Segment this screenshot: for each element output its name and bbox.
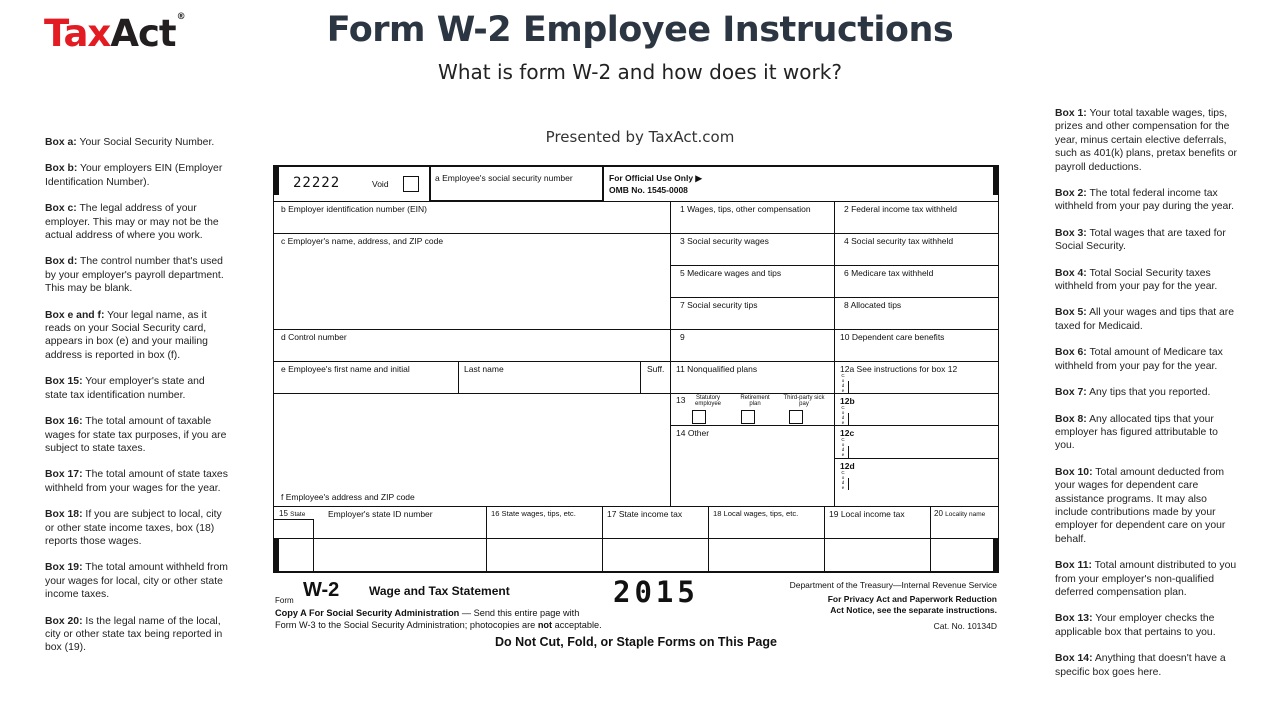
- copy-a-line-1: — Send this entire page with: [459, 608, 580, 618]
- box-note: [1055, 466, 1237, 546]
- w2-title: W-2: [303, 579, 340, 601]
- box-note-label: Box 3:: [1055, 227, 1087, 239]
- box-15-label: [279, 509, 305, 518]
- box-18-label: 18 Local wages, tips, etc.: [713, 509, 799, 518]
- page-title: Form W-2 Employee Instructions: [326, 10, 954, 50]
- box-note-text: Total amount distributed to you from your employer's non-qualified deferred compensation plan.: [1055, 560, 1237, 598]
- box-note: [45, 255, 230, 295]
- logo-text-tax: Tax: [44, 12, 111, 55]
- box-note-text: Your Social Security Number.: [76, 137, 215, 148]
- thirdparty-label: Third-party sick pay: [783, 395, 825, 407]
- box-2-label: 2 Federal income tax withheld: [844, 204, 957, 214]
- box-note-text: Is the legal name of the local, city or other state tax being reported in box (19).: [45, 615, 223, 654]
- taxact-logo: [44, 12, 185, 55]
- box-note-label: Box 16:: [45, 416, 83, 428]
- left-notes: [45, 136, 230, 668]
- box-note-label: Box 7:: [1055, 387, 1087, 399]
- statutory-checkbox[interactable]: [692, 410, 706, 424]
- box-note-label: Box 13:: [1055, 613, 1093, 625]
- last-name-label: Last name: [464, 364, 504, 374]
- box-17-label: 17 State income tax: [607, 509, 683, 519]
- box-14-label: 14 Other: [676, 428, 710, 438]
- copy-a-bold: Copy A For Social Security Administration: [275, 608, 460, 618]
- box-note-label: Box 18:: [45, 509, 83, 521]
- box-10-label: 10 Dependent care benefits: [840, 332, 945, 342]
- box-note-label: Box d:: [45, 256, 78, 268]
- box-note: [45, 162, 230, 189]
- box-note-text: Anything that doesn't have a specific box goes here.: [1055, 653, 1226, 678]
- privacy-notice: [828, 594, 997, 616]
- box-note: [1055, 227, 1237, 254]
- box-9-label: 9: [680, 332, 685, 342]
- suffix-label: Suff.: [647, 364, 665, 374]
- copy-a-not: not: [537, 619, 553, 630]
- box-12a-label: 12a See instructions for box 12: [840, 364, 958, 374]
- box-note-text: Total amount deducted from your wages for dependent care assistance programs. It may also include contributions made by your employer for dependent care on your behalf.: [1055, 466, 1226, 545]
- statutory-label: Statutory employee: [694, 395, 721, 407]
- box-15-id-label: Employer's state ID number: [328, 509, 433, 519]
- box-note-text: Your employer's state and state tax identification number.: [45, 376, 205, 401]
- form-word: Form: [275, 596, 294, 605]
- privacy-line-1: For Privacy Act and Paperwork Reduction: [827, 594, 997, 604]
- box-16-label: 16 State wages, tips, etc.: [491, 509, 576, 518]
- box-19-label: 19 Local income tax: [829, 509, 905, 519]
- logo-trademark: ®: [176, 12, 185, 22]
- box-note-text: The total federal income tax withheld from your pay during the year.: [1055, 188, 1235, 213]
- box-note-label: Box 14:: [1055, 653, 1093, 665]
- box-note-label: Box a:: [45, 137, 77, 148]
- box-note: [45, 468, 230, 495]
- box-note-label: Box 5:: [1055, 307, 1087, 319]
- box-f-label: f Employee's address and ZIP code: [281, 492, 415, 502]
- box-note-label: Box 6:: [1055, 347, 1087, 359]
- box-note: [45, 615, 230, 655]
- box-note: [1055, 306, 1237, 333]
- box-7-label: 7 Social security tips: [680, 300, 758, 310]
- box-12d-label: 12d: [840, 461, 855, 471]
- box-note: [1055, 187, 1237, 214]
- code-letters: C o d e: [841, 437, 845, 457]
- box-20-number: 20: [934, 509, 943, 518]
- logo-text-act: Act: [110, 12, 176, 55]
- box-note-label: Box 4:: [1055, 267, 1087, 279]
- box-note-label: Box 10:: [1055, 466, 1093, 478]
- box-note-label: Box 20:: [45, 615, 83, 627]
- box-note-text: Your employers EIN (Employer Identification Number).: [45, 163, 223, 188]
- box-note-label: Box 15:: [45, 376, 83, 388]
- box-note-text: All your wages and tips that are taxed for Medicaid.: [1055, 307, 1235, 332]
- box-c-label: c Employer's name, address, and ZIP code: [281, 236, 444, 246]
- void-checkbox[interactable]: [403, 176, 419, 192]
- form-footer: [273, 577, 999, 657]
- w2-form: [273, 165, 999, 575]
- box-15-number: 15: [279, 509, 288, 518]
- box-e-label: e Employee's first name and initial: [281, 364, 410, 374]
- box-note: [1055, 413, 1237, 453]
- wage-tax-statement: Wage and Tax Statement: [369, 584, 510, 598]
- retirement-checkbox[interactable]: [741, 410, 755, 424]
- box-8-label: 8 Allocated tips: [844, 300, 902, 310]
- copy-a-text: [275, 608, 695, 631]
- box-note: [1055, 267, 1237, 294]
- box-note-label: Box 1:: [1055, 108, 1087, 119]
- box-note: [1055, 652, 1237, 679]
- box-1-label: 1 Wages, tips, other compensation: [680, 204, 811, 214]
- box-note: [45, 561, 230, 601]
- catalog-number: Cat. No. 10134D: [933, 621, 997, 631]
- box-15-state-label: State: [290, 511, 306, 518]
- box-3-label: 3 Social security wages: [680, 236, 769, 246]
- box-12c-label: 12c: [840, 428, 855, 438]
- box-note: [1055, 612, 1237, 639]
- box-note-label: Box c:: [45, 203, 77, 215]
- box-note-text: Total Social Security taxes withheld from your pay for the year.: [1055, 267, 1218, 293]
- box-note: [45, 508, 230, 548]
- omb-number: OMB No. 1545-0008: [609, 185, 688, 195]
- box-20-label: [934, 509, 985, 518]
- privacy-line-2: Act Notice, see the separate instructions.: [830, 605, 997, 615]
- box-a-label: a Employee's social security number: [435, 173, 573, 183]
- box-13-label: 13: [676, 395, 686, 405]
- box-note-label: Box b:: [45, 163, 78, 175]
- box-note-text: The control number that's used by your employer's payroll department. This may be blank.: [45, 256, 224, 295]
- box-note-text: The total amount withheld from your wages for local, city or other state income taxes.: [45, 562, 228, 601]
- box-note-text: Your employer checks the applicable box that pertains to you.: [1055, 613, 1216, 638]
- box-note-text: The total amount of taxable wages for state tax purposes, if you are subject to state taxes.: [45, 416, 227, 454]
- box-11-label: 11 Nonqualified plans: [676, 364, 758, 374]
- box-d-label: d Control number: [281, 332, 347, 342]
- box-5-label: 5 Medicare wages and tips: [680, 268, 782, 278]
- box-note-text: Total amount of Medicare tax withheld from your pay for the year.: [1055, 347, 1223, 372]
- box-6-label: 6 Medicare tax withheld: [844, 268, 934, 278]
- box-note-label: Box 8:: [1055, 413, 1087, 425]
- box-note-label: Box 11:: [1055, 560, 1092, 572]
- thirdparty-checkbox[interactable]: [789, 410, 803, 424]
- box-4-label: 4 Social security tax withheld: [844, 236, 954, 246]
- code-letters: C o d e: [841, 405, 845, 425]
- box-note: [1055, 346, 1237, 373]
- box-note: [45, 375, 230, 402]
- form-code: 22222: [293, 175, 341, 191]
- box-b-label: b Employer identification number (EIN): [281, 204, 427, 214]
- box-note: [45, 415, 230, 455]
- box-note: [1055, 107, 1237, 174]
- tax-year: 2015: [613, 575, 699, 609]
- box-note-text: Any allocated tips that your employer has figured attributable to you.: [1055, 413, 1218, 452]
- box-note-text: The legal address of your employer. This may or may not be the actual address of where you work.: [45, 203, 219, 242]
- box-note-label: Box 19:: [45, 562, 83, 574]
- retirement-label: Retirement plan: [740, 395, 770, 407]
- box-note-label: Box e and f:: [45, 309, 105, 321]
- box-note: [1055, 559, 1237, 599]
- box-note-text: Total wages that are taxed for Social Security.: [1055, 227, 1226, 253]
- box-note-label: Box 17:: [45, 469, 83, 481]
- copy-a-line-3: acceptable.: [552, 619, 602, 630]
- right-notes: [1055, 107, 1237, 692]
- box-note-text: Your legal name, as it reads on your Social Security card, appears in box (e) and your mailing address is reported in box (f).: [45, 309, 208, 361]
- box-note-text: Your total taxable wages, tips, prizes and other compensation for the year, minus certain elective deferrals, such as 401(k) plans, pretax benefits or payroll deductions.: [1055, 108, 1237, 173]
- presented-by: Presented by TaxAct.com: [545, 128, 735, 146]
- box-note: [45, 136, 230, 149]
- code-letters: C o d e: [841, 470, 845, 490]
- box-note: [1055, 386, 1237, 399]
- box-12b-label: 12b: [840, 396, 855, 406]
- box-note-text: If you are subject to local, city or other state income taxes, box (18) reports those wages.: [45, 509, 222, 547]
- do-not-cut-notice: Do Not Cut, Fold, or Staple Forms on This Page: [495, 635, 777, 649]
- box-note-text: The total amount of state taxes withheld from your wages for the year.: [45, 469, 228, 494]
- box-20-locality-label: Locality name: [945, 511, 986, 518]
- department-text: Department of the Treasury—Internal Revenue Service: [789, 580, 997, 590]
- page-subtitle: What is form W-2 and how does it work?: [438, 60, 842, 84]
- code-letters: C o d e: [841, 373, 845, 393]
- box-note: [45, 202, 230, 242]
- void-label: Void: [372, 179, 389, 189]
- box-note-text: Any tips that you reported.: [1086, 387, 1211, 399]
- box-note: [45, 309, 230, 363]
- box-note-label: Box 2:: [1055, 188, 1087, 200]
- official-use-label: For Official Use Only ▶: [609, 173, 702, 183]
- copy-a-line-2: Form W-3 to the Social Security Administration; photocopies are: [275, 619, 538, 630]
